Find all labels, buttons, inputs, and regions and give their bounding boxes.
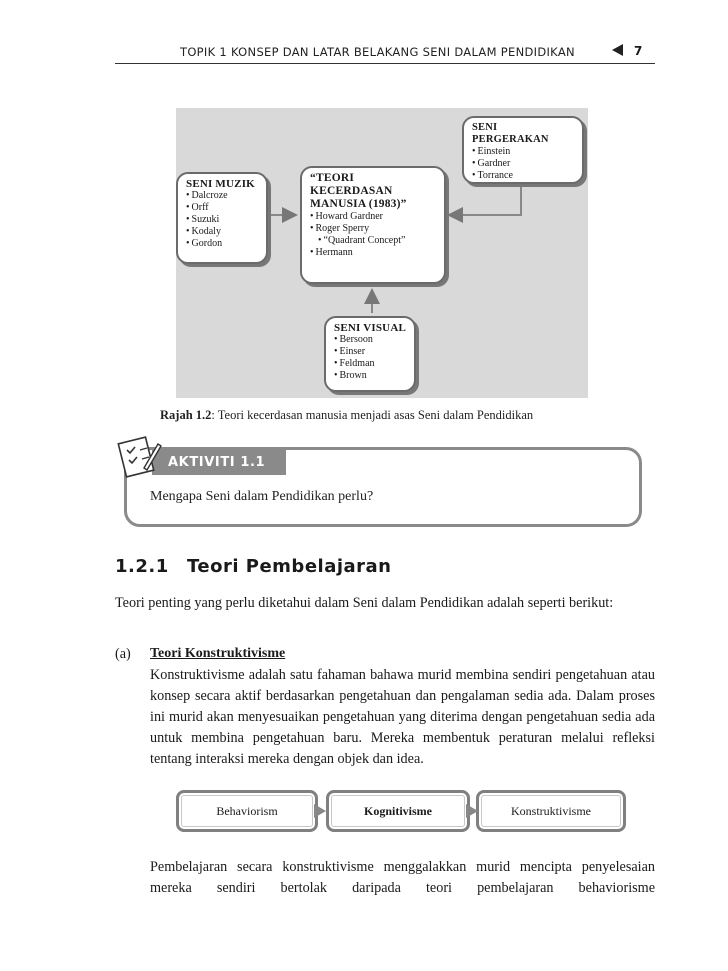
pergerakan-item: • Torrance bbox=[472, 170, 574, 182]
muzik-item: • Orff bbox=[186, 202, 258, 214]
pergerakan-item: • Gardner bbox=[472, 158, 574, 170]
section-number: 1.2.1 bbox=[115, 556, 169, 577]
flow-kognitivisme: Kognitivisme bbox=[326, 790, 470, 832]
muzik-item: • Suzuki bbox=[186, 214, 258, 226]
section-heading bbox=[115, 556, 392, 577]
visual-item: • Bersoon bbox=[334, 334, 406, 346]
section-title: Teori Pembelajaran bbox=[187, 556, 392, 577]
closing-paragraph: Pembelajaran secara konstruktivisme menggalakkan murid mencipta penyelesaian mereka sendiri bertolak daripada teori pembelajaran behaviorisme bbox=[150, 859, 655, 896]
intro-paragraph: Teori penting yang perlu diketahui dalam Seni dalam Pendidikan adalah seperti berikut: bbox=[115, 595, 614, 611]
caption-label: Rajah 1.2 bbox=[160, 408, 212, 422]
flow-behaviorism: Behaviorism bbox=[176, 790, 318, 832]
seni-pergerakan-box bbox=[462, 116, 584, 184]
muzik-item: • Dalcroze bbox=[186, 190, 258, 202]
item-body: Konstruktivisme adalah satu fahaman bahawa murid membina sendiri pengetahuan atau konsep secara aktif berdasarkan pengetahuan dan pengalaman sedia ada. Dalam proses ini murid akan menyesuaikan pengetahuan yang diterima dengan pengetahuan sedia ada untuk membina pengetahuan baru. Mereka membentuk peraturan melalui refleksi tentang interaksi mereka dengan objek dan idea. bbox=[150, 667, 655, 767]
visual-item: • Feldman bbox=[334, 358, 406, 370]
item-title: Teori Konstruktivisme bbox=[150, 646, 286, 661]
page-number: 7 bbox=[634, 44, 643, 58]
item-label: (a) bbox=[115, 646, 131, 662]
center-title-line-3: MANUSIA (1983)” bbox=[310, 198, 407, 210]
header-rule bbox=[115, 63, 655, 64]
seni-visual-box bbox=[324, 316, 416, 392]
center-title-line-2: KECERDASAN bbox=[310, 185, 393, 197]
running-header: TOPIK 1 KONSEP DAN LATAR BELAKANG SENI DALAM PENDIDIKAN bbox=[180, 45, 575, 59]
pergerakan-item: • Einstein bbox=[472, 146, 574, 158]
muzik-item: • Gordon bbox=[186, 238, 258, 250]
center-item: • Roger Sperry bbox=[310, 223, 436, 235]
seni-visual-title: SENI VISUAL bbox=[334, 322, 406, 334]
arrow-pergerakan-to-center bbox=[449, 185, 521, 215]
activity-tab: AKTIVITI 1.1 bbox=[152, 450, 286, 475]
figure-caption bbox=[160, 408, 533, 423]
muzik-item: • Kodaly bbox=[186, 226, 258, 238]
seni-muzik-title: SENI MUZIK bbox=[186, 178, 255, 190]
figure-diagram bbox=[176, 108, 588, 398]
seni-pergerakan-title: SENI PERGERAKAN bbox=[472, 122, 549, 145]
center-box bbox=[300, 166, 446, 284]
flow-konstruktivisme: Konstruktivisme bbox=[476, 790, 626, 832]
visual-item: • Brown bbox=[334, 370, 406, 382]
flow-arrow-icon bbox=[300, 800, 346, 822]
center-item: • Howard Gardner bbox=[310, 211, 436, 223]
center-item: • Hermann bbox=[310, 247, 436, 259]
seni-muzik-box bbox=[176, 172, 268, 264]
visual-item: • Einser bbox=[334, 346, 406, 358]
back-arrow-icon bbox=[612, 44, 623, 56]
center-quote: • “Quadrant Concept” bbox=[310, 235, 436, 247]
caption-text: : Teori kecerdasan manusia menjadi asas Seni dalam Pendidikan bbox=[211, 408, 534, 422]
flow-arrow-icon bbox=[452, 800, 498, 822]
center-title-line-1: “TEORI bbox=[310, 172, 355, 184]
activity-question: Mengapa Seni dalam Pendidikan perlu? bbox=[150, 489, 374, 504]
checklist-pencil-icon bbox=[114, 434, 162, 478]
